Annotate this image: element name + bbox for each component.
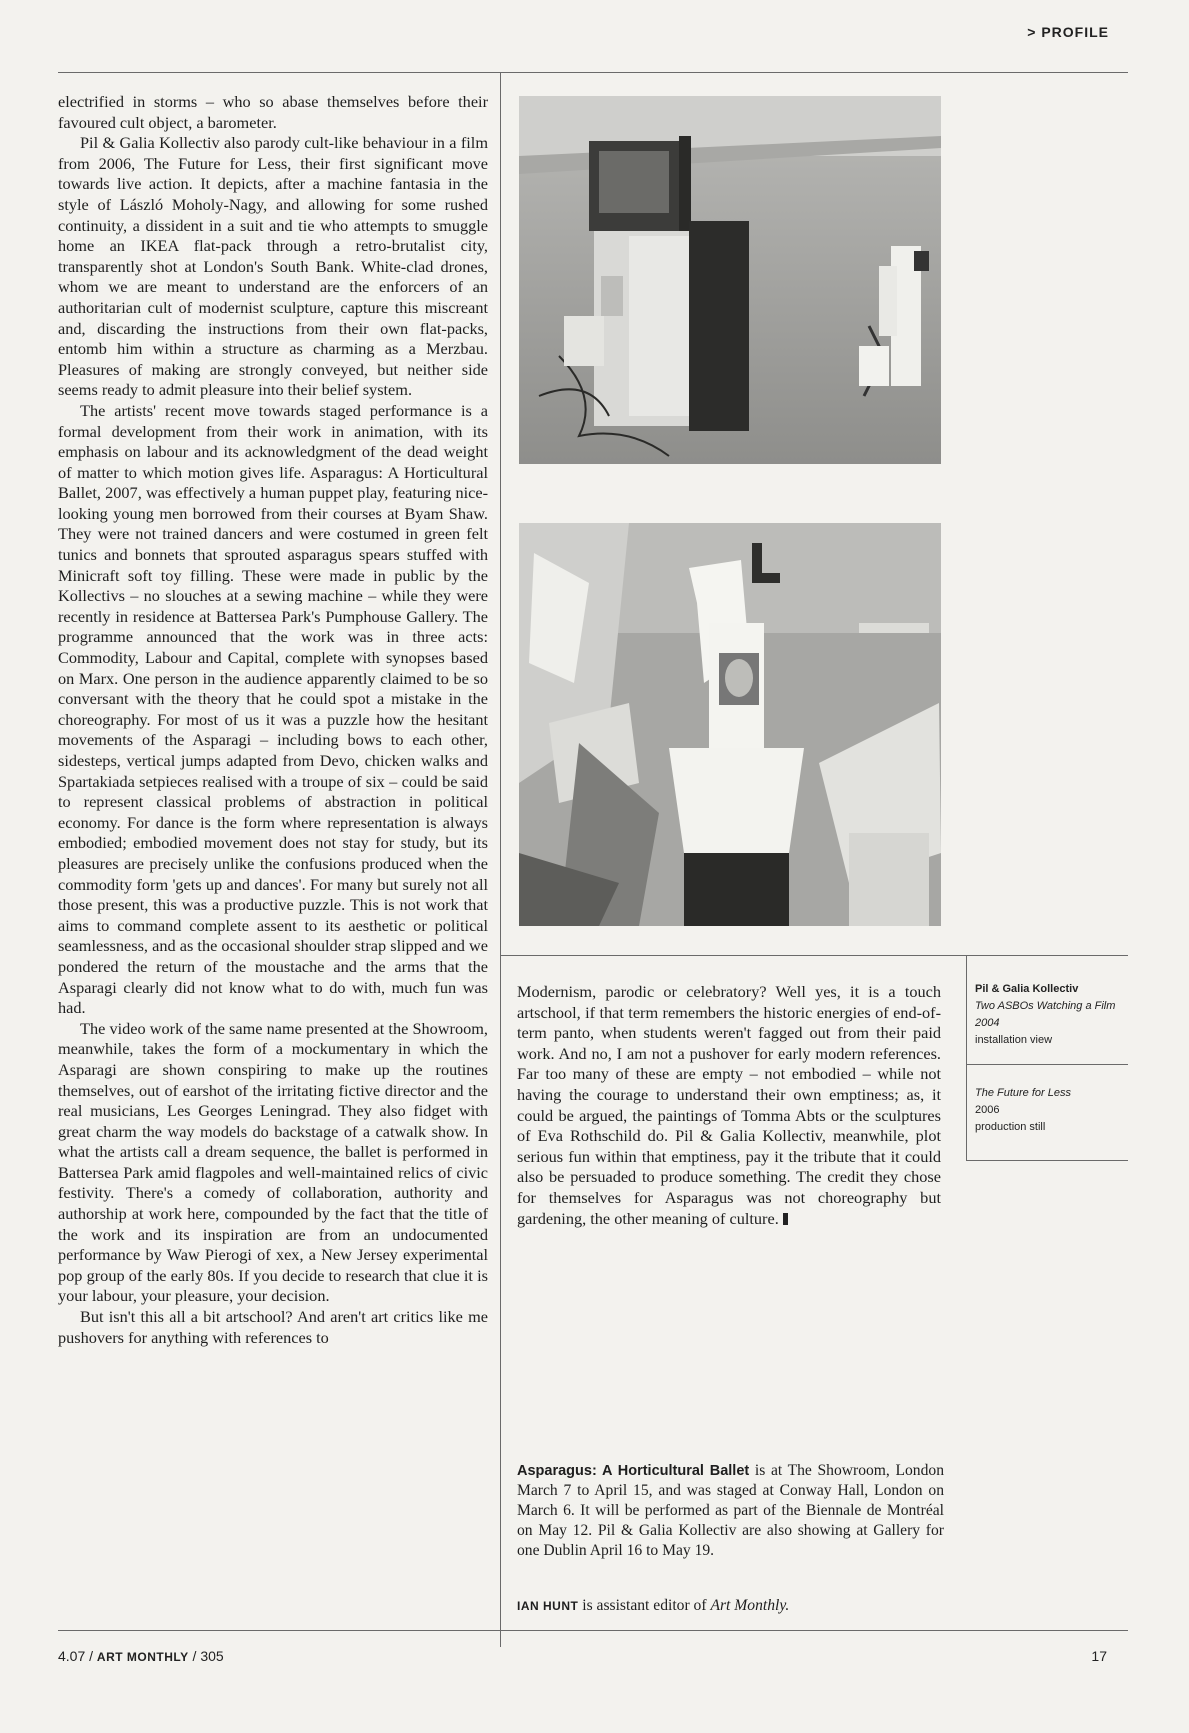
caption-title: The Future for Less [975,1087,1071,1099]
bottom-rule [58,1630,1128,1631]
end-mark-icon [783,1213,788,1225]
caption-divider [966,1064,1128,1065]
paragraph [517,982,941,1229]
caption-photo-2 [975,1085,1120,1136]
event-info [517,1461,944,1561]
column-divider [500,72,501,1647]
production-still-image [519,523,941,926]
paragraph-text: Modernism, parodic or celebratory? Well yes, it is a touch artschool, if that term remembers the historic energies of end-of-term panto, when students weren't fagged out from their paid work. And no, I am not a pushover for early modern references. Far too many of these are empty – not embodied – while not having the courage to understand their own emptiness; as, it could be argued, the paintings of Tomma Abts or the sculptures of Eva Rothschild do. Pil & Galia Kollectiv, meanwhile, plot serious fun within that emptiness, pay it the tribute that it could also be persuaded to produce something. The credit they chose for themselves for Asparagus was not choreography but gardening, the other meaning of culture. [517,982,941,1228]
paragraph: The video work of the same name presented at the Showroom, meanwhile, takes the form of a mockumentary in which the Asparagi are shown conspiring to make up the routines themselves, out of earshot of the irritating fictive director and the real musicians, Les Georges Leningrad. They also fidget with great charm the way models do backstage of a catwalk show. In what the artists call a dream sequence, the ballet is performed in Battersea Park amid flagpoles and well-maintained relics of civic festivity. There's a comedy of collaboration, authority and authorship at work here, compounded by the fact that the title of the work and its inspiration are from an undocumented performance by Waw Pierogi of xex, a New Jersey experimental pop group of the early 80s. If you decide to research that clue it is your labour, your pleasure, your decision. [58,1018,488,1306]
event-details: is at The Showroom, London March 7 to April 15, and was staged at Conway Hall, London on March 6. It will be performed as part of the Biennale de Montréal on May 12. Pil & Galia Kollectiv are also showing at Gallery for one Dublin April 16 to May 19. [517,1462,944,1559]
footer-magazine: ART MONTHLY [96,1650,189,1664]
footer-issue-number: / 305 [188,1648,224,1664]
caption-photo-1 [975,981,1120,1049]
caption-title: Two ASBOs Watching a Film 2004 [975,1000,1116,1029]
paragraph: The artists' recent move towards staged performance is a formal development from their work in animation, with its emphasis on labour and its acknowledgment of the dead weight of matter to which motion gives life. Asparagus: A Horticultural Ballet, 2007, was effectively a human puppet play, featuring nice-looking young men borrowed from their courses at Byam Shaw. They were not trained dancers and were costumed in green felt tunics and bonnets that sprouted asparagus spears stuffed with Minicraft soft toy filling. These were made in public by the Kollectivs – no slouches at a sewing machine – while they were recently in residence at Battersea Park's Pumphouse Gallery. The programme announced that the work was in three acts: Commodity, Labour and Capital, complete with synopses based on Marx. One person in the audience apparently claimed to be so conversant with the theory that he could spot a mistake in the choreography. For most of us it was a puzzle how the hesitant movements of the Asparagi – including bows to each other, sidesteps, vertical jumps adapted from Devo, chicken walks and Spartakiada setpieces realised with a troupe of six – could be said to represent classical problems of abstraction in political economy. For dance is the form where representation is always embodied; embodied movement does not stay for study, but its pleasures are precisely unlike the confusions produced when the commodity form 'gets up and dances'. For many but surely not all those present, this was a productive puzzle. This is not work that aims to command complete assent to its aesthetic or political seamlessness, and as the occasional shoulder strap slipped and we pondered the return of the moustache and the arms that the Asparagi clearly did not know what to do with, much fun was had. [58,400,488,1018]
paragraph: But isn't this all a bit artschool? And aren't art critics like me pushovers for anything with references to [58,1307,488,1347]
article-left-column [58,92,488,1348]
author-publication: Art Monthly. [710,1597,790,1614]
paragraph: electrified in storms – who so abase themselves before their favoured cult object, a barometer. [58,92,488,132]
footer-issue [58,1648,224,1664]
event-title: Asparagus: A Horticultural Ballet [517,1463,750,1479]
section-tag: > PROFILE [1027,24,1109,40]
photo-two-asbos-installation [519,96,941,464]
footer-issue-date: 4.07 / [58,1648,97,1664]
event-info-text [517,1461,944,1561]
caption-note: installation view [975,1034,1053,1046]
installation-photo-image [519,96,941,464]
paragraph: Pil & Galia Kollectiv also parody cult-like behaviour in a film from 2006, The Future for Less, their first significant move towards live action. It depicts, after a machine fantasia in the style of László Moholy-Nagy, and allowing for some rushed continuity, a dissident in a suit and tie who attempts to smuggle home an IKEA flat-pack through a retro-brutalist city, transparently shot at London's South Bank. White-clad drones, whom we are meant to understand are the enforcers of an authoritarian cult of modernist sculpture, capture this miscreant and, discarding the instructions from their own flat-packs, entomb him within a structure as charming as a Merzbau. Pleasures of making are strongly conveyed, but neither side seems ready to admit pleasure into their belief system. [58,133,488,400]
article-middle-column [517,982,941,1229]
caption-column-rule [966,955,967,1160]
author-role: is assistant editor of [582,1597,707,1614]
photo-caption-rule [500,955,1128,956]
caption-note: production still [975,1121,1046,1133]
photo-future-for-less-still [519,523,941,926]
page-number: 17 [1091,1648,1107,1664]
caption-artist: Pil & Galia Kollectiv [975,983,1079,995]
top-rule [58,72,1128,73]
author-name: IAN HUNT [517,1599,579,1613]
author-note [517,1597,944,1615]
caption-year: 2006 [975,1104,1000,1116]
caption-end-rule [966,1160,1128,1161]
